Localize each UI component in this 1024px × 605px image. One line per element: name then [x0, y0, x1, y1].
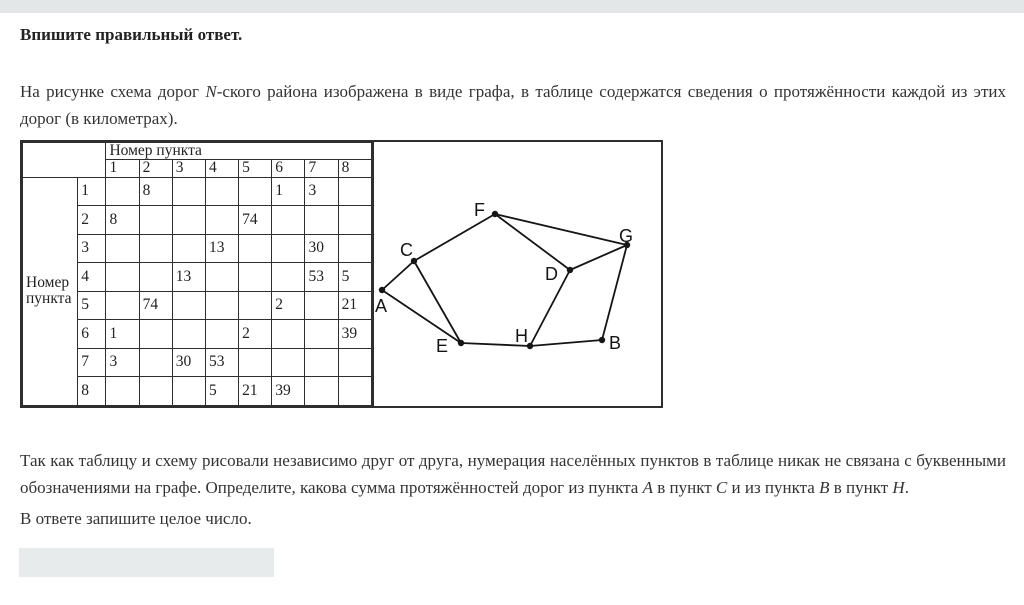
figure-box [20, 140, 663, 408]
matrix-cell: 3 [305, 177, 338, 206]
row-label: 3 [78, 234, 106, 263]
graph-vertex-label: H [515, 326, 528, 346]
col-header: 4 [205, 160, 238, 177]
row-label: 4 [78, 263, 106, 292]
matrix-cell [305, 291, 338, 320]
answer-input[interactable] [19, 548, 274, 577]
matrix-cell [272, 320, 305, 349]
matrix-cell [139, 348, 172, 377]
row-label: 6 [78, 320, 106, 349]
matrix-cell: 2 [272, 291, 305, 320]
matrix-cell: 39 [272, 377, 305, 406]
matrix-cell: 8 [139, 177, 172, 206]
matrix-cell [139, 234, 172, 263]
matrix-cell [338, 348, 371, 377]
matrix-cell [272, 263, 305, 292]
table-row [23, 177, 372, 206]
intro-text: -ского района изображена в виде графа, в таблице содержатся сведения о протяжённости каждой из этих дорог (в километрах). [20, 82, 1006, 128]
graph-vertex-dot [379, 287, 385, 293]
col-header: 7 [305, 160, 338, 177]
matrix-cell [139, 320, 172, 349]
matrix-cell [205, 263, 238, 292]
matrix-cell: 30 [305, 234, 338, 263]
matrix-cell [305, 377, 338, 406]
col-header: 1 [106, 160, 139, 177]
point-letter-h: H [892, 477, 905, 497]
matrix-cell [338, 177, 371, 206]
matrix-cell: 53 [205, 348, 238, 377]
matrix-cell [139, 377, 172, 406]
col-group-header: Номер пункта [106, 143, 372, 160]
matrix-body [23, 177, 372, 405]
task-text: в пункт [652, 477, 716, 497]
matrix-cell [239, 348, 272, 377]
matrix-cell: 13 [205, 234, 238, 263]
page-title: Впишите правильный ответ. [20, 25, 243, 44]
graph-edge [414, 214, 495, 261]
matrix-cell [272, 234, 305, 263]
matrix-cell [205, 206, 238, 235]
row-label: 2 [78, 206, 106, 235]
matrix-cell: 13 [172, 263, 205, 292]
matrix-cell [239, 177, 272, 206]
graph-vertex-dot [567, 267, 573, 273]
matrix-cell: 21 [338, 291, 371, 320]
matrix-cell: 21 [239, 377, 272, 406]
graph-edge [530, 340, 602, 346]
col-header: 6 [272, 160, 305, 177]
matrix-cell: 74 [139, 291, 172, 320]
matrix-cell [172, 320, 205, 349]
matrix-cell [305, 348, 338, 377]
graph-vertex-label: B [609, 333, 622, 353]
answer-format-note: В ответе запишите целое число. [20, 509, 252, 528]
matrix-cell: 39 [338, 320, 371, 349]
matrix-cell [106, 234, 139, 263]
point-letter-c: C [715, 477, 728, 497]
matrix-cell [205, 177, 238, 206]
col-header: 3 [172, 160, 205, 177]
matrix-cell: 8 [106, 206, 139, 235]
col-header: 8 [338, 160, 371, 177]
graph-vertex-dot [458, 340, 464, 346]
matrix-cell: 53 [305, 263, 338, 292]
matrix-cell [205, 320, 238, 349]
task-text: и из пункта [727, 477, 820, 497]
intro-paragraph [20, 78, 1006, 132]
matrix-cell [305, 206, 338, 235]
graph-vertex-label: G [619, 226, 634, 246]
graph-vertex-label: C [400, 240, 413, 260]
matrix-cell [106, 177, 139, 206]
row-group-header: Номер пункта [23, 177, 78, 405]
matrix-cell [139, 263, 172, 292]
matrix-cell [272, 348, 305, 377]
graph-figure [372, 142, 661, 406]
matrix-cell [172, 206, 205, 235]
intro-text: На рисунке схема дорог [20, 82, 206, 101]
matrix-cell [239, 234, 272, 263]
task-paragraph [20, 448, 1006, 501]
graph-svg [374, 142, 661, 406]
matrix-cell: 74 [239, 206, 272, 235]
district-letter: N [205, 82, 217, 101]
top-bar [0, 0, 1024, 13]
matrix-cell [172, 291, 205, 320]
matrix-cell: 5 [338, 263, 371, 292]
row-label: 1 [78, 177, 106, 206]
matrix-cell [205, 291, 238, 320]
matrix-cell [172, 177, 205, 206]
matrix-cell [338, 234, 371, 263]
matrix-cell: 30 [172, 348, 205, 377]
matrix-cell [172, 377, 205, 406]
graph-vertex-label: E [436, 336, 449, 356]
graph-edge [414, 261, 461, 343]
matrix-cell [106, 291, 139, 320]
col-header: 5 [239, 160, 272, 177]
distance-table [22, 142, 372, 406]
matrix-cell: 2 [239, 320, 272, 349]
matrix-cell: 5 [205, 377, 238, 406]
matrix-cell [172, 234, 205, 263]
corner-cell [23, 143, 106, 178]
table-group-header-row [23, 143, 372, 160]
task-text: в пункт [829, 477, 893, 497]
col-header: 2 [139, 160, 172, 177]
matrix-cell [305, 320, 338, 349]
row-label: 8 [78, 377, 106, 406]
graph-vertex-label: F [474, 200, 485, 220]
matrix-cell: 1 [272, 177, 305, 206]
matrix-cell [106, 263, 139, 292]
matrix-cell [239, 263, 272, 292]
row-label: 5 [78, 291, 106, 320]
graph-vertex-dot [599, 337, 605, 343]
task-text: Так как таблицу и схему рисовали независимо друг от друга, нумерация населённых пунктов в таблице никак не связана с буквенными обозначениями на графе. Определите, какова сумма протяжённостей дорог из пункта [20, 451, 1006, 497]
matrix-cell [139, 206, 172, 235]
point-letter-b: B [819, 477, 830, 497]
graph-edge [570, 245, 627, 270]
graph-vertex-label: A [375, 296, 388, 316]
task-text: . [904, 477, 909, 497]
graph-vertex-dot [492, 211, 498, 217]
row-label: 7 [78, 348, 106, 377]
matrix-cell [272, 206, 305, 235]
matrix-cell [106, 377, 139, 406]
matrix-cell [338, 377, 371, 406]
point-letter-a: A [642, 477, 653, 497]
matrix-cell [239, 291, 272, 320]
matrix-cell [338, 206, 371, 235]
matrix-cell: 3 [106, 348, 139, 377]
graph-vertex-label: D [545, 264, 558, 284]
matrix-cell: 1 [106, 320, 139, 349]
graph-edge [382, 290, 461, 343]
graph-edge [382, 261, 414, 290]
graph-edge [602, 245, 627, 340]
